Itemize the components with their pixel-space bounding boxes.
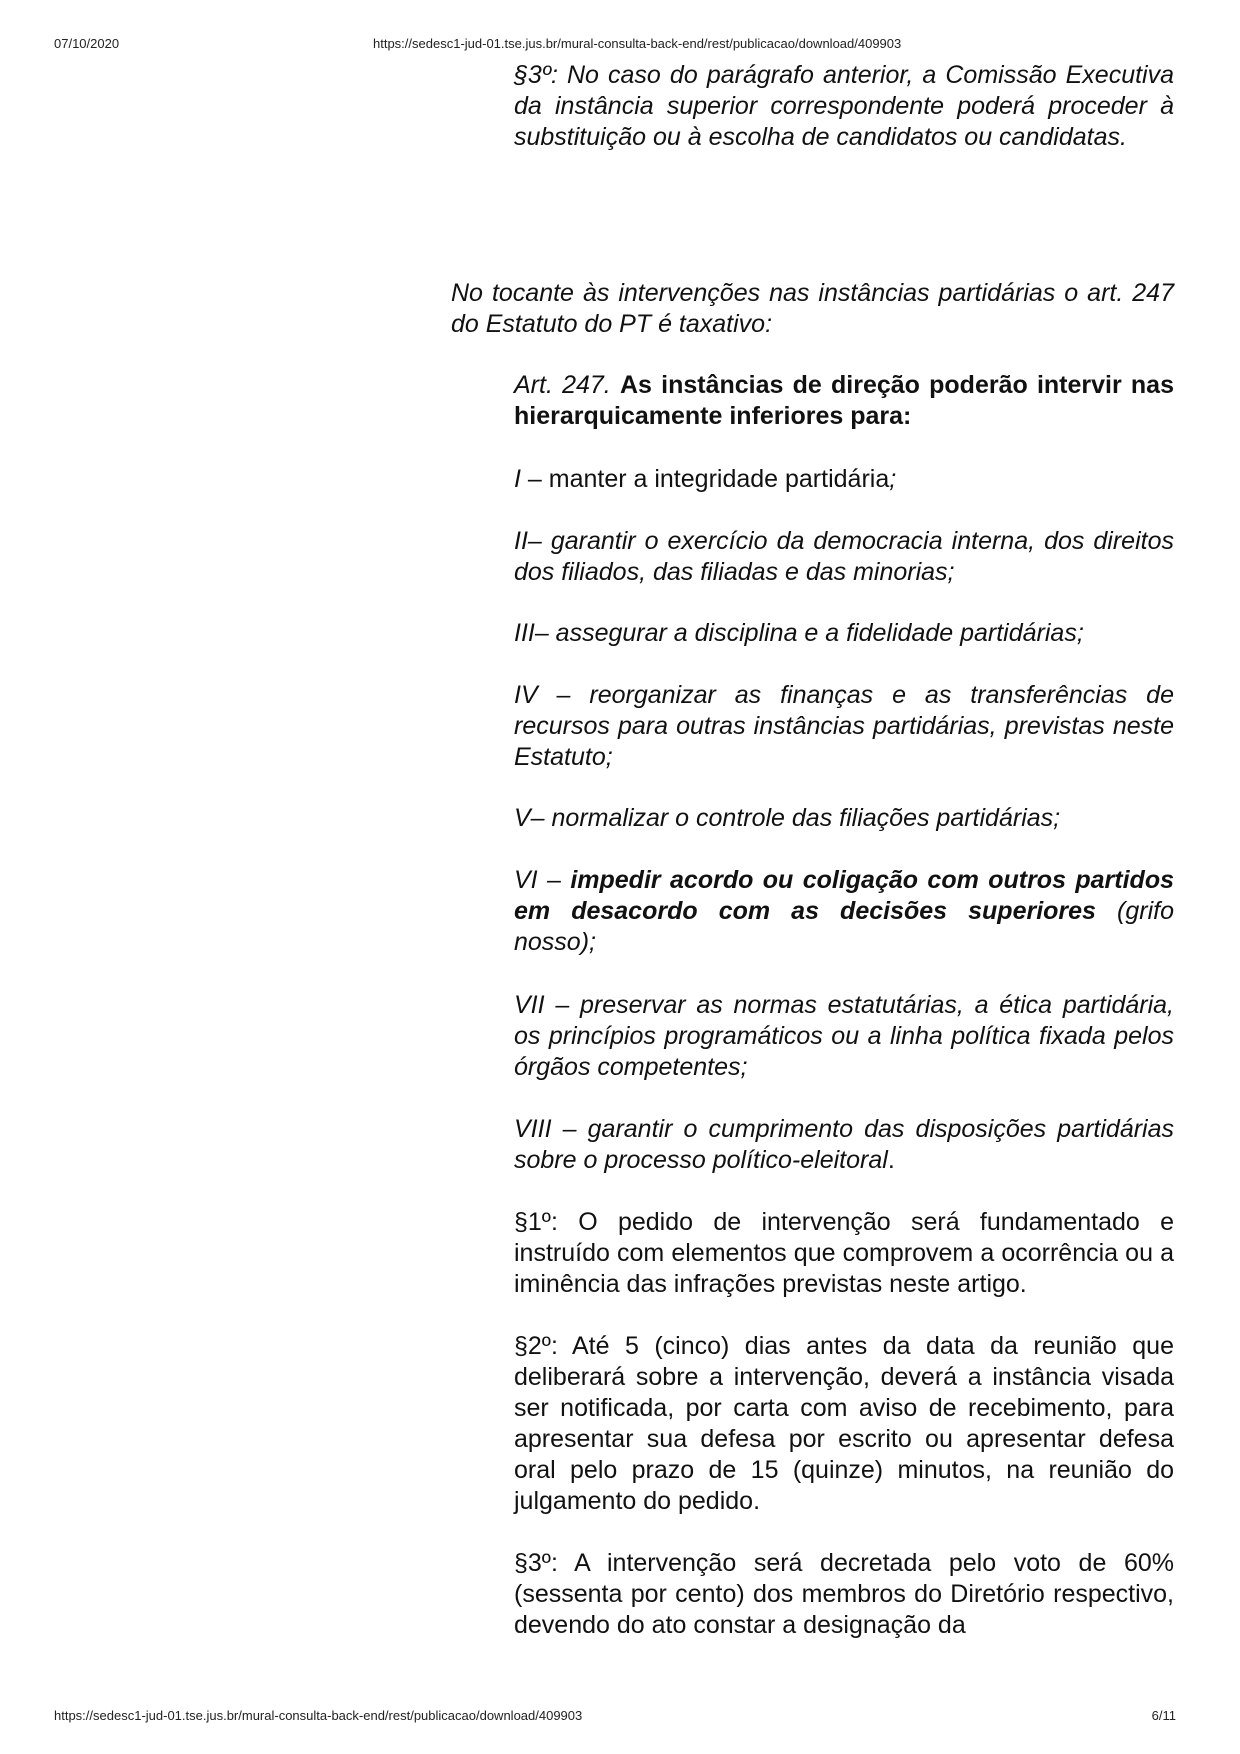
item-viii-text: VIII – garantir o cumprimento das disposições partidárias sobre o processo político-eleitoral — [514, 1115, 1174, 1174]
item-vi-label: VI – — [514, 866, 571, 894]
paragraph-3: §3º: A intervenção será decretada pelo voto de 60% (sessenta por cento) dos membros do Diretório respectivo, devendo do ato constar a designação da — [514, 1549, 1174, 1639]
item-i-end: ; — [889, 465, 897, 493]
paragraph-2: §2º: Até 5 (cinco) dias antes da data da reunião que deliberará sobre a intervenção, deverá a instância visada ser notificada, por carta com aviso de recebimento, para apresentar sua defesa por escrito ou apresentar defesa oral pelo prazo de 15 (quinze) minutos, na reunião do julgamento do pedido. — [514, 1332, 1174, 1515]
article-label: Art. 247. — [514, 371, 620, 399]
item-vi-tail: (grifo nosso); — [514, 897, 1174, 956]
item-vii: VII – preservar as normas estatutárias, a ética partidária, os princípios programáticos ou a linha política fixada pelos órgãos competentes; — [514, 991, 1174, 1081]
footer-url: https://sedesc1-jud-01.tse.jus.br/mural-consulta-back-end/rest/publicacao/download/409903 — [54, 1708, 583, 1723]
item-viii-end: . — [887, 1146, 895, 1174]
item-ii: II– garantir o exercício da democracia interna, dos direitos dos filiados, das filiadas e das minorias; — [514, 527, 1174, 586]
intro-paragraph: No tocante às intervenções nas instâncias partidárias o art. 247 do Estatuto do PT é taxativo: — [451, 279, 1174, 338]
item-i-number: I — [514, 465, 521, 493]
article-247-heading — [514, 370, 1174, 432]
item-vi — [514, 865, 1174, 958]
item-vi-bold: impedir acordo ou coligação com outros partidos em desacordo com as decisões superiores — [514, 866, 1175, 925]
item-i — [514, 464, 1174, 495]
item-iii: III– assegurar a disciplina e a fidelidade partidárias; — [514, 619, 1084, 647]
item-viii — [514, 1114, 1174, 1176]
header-url: https://sedesc1-jud-01.tse.jus.br/mural-consulta-back-end/rest/publicacao/download/409903 — [373, 36, 902, 51]
paragraph-3-previous-article: §3º: No caso do parágrafo anterior, a Comissão Executiva da instância superior correspondente poderá proceder à substituição ou à escolha de candidatos ou candidatas. — [514, 61, 1174, 151]
item-i-text: – manter a integridade partidária — [520, 465, 890, 493]
header-date: 07/10/2020 — [54, 36, 120, 51]
footer-page-number: 6/11 — [1151, 1708, 1176, 1723]
paragraph-1: §1º: O pedido de intervenção será fundamentado e instruído com elementos que comprovem a ocorrência ou a iminência das infrações previstas neste artigo. — [514, 1208, 1174, 1298]
article-heading-bold: As instâncias de direção poderão intervir nas hierarquicamente inferiores para: — [514, 371, 1174, 430]
item-v: V– normalizar o controle das filiações partidárias; — [514, 804, 1061, 832]
item-iv: IV – reorganizar as finanças e as transferências de recursos para outras instâncias partidárias, previstas neste Estatuto; — [514, 681, 1174, 771]
